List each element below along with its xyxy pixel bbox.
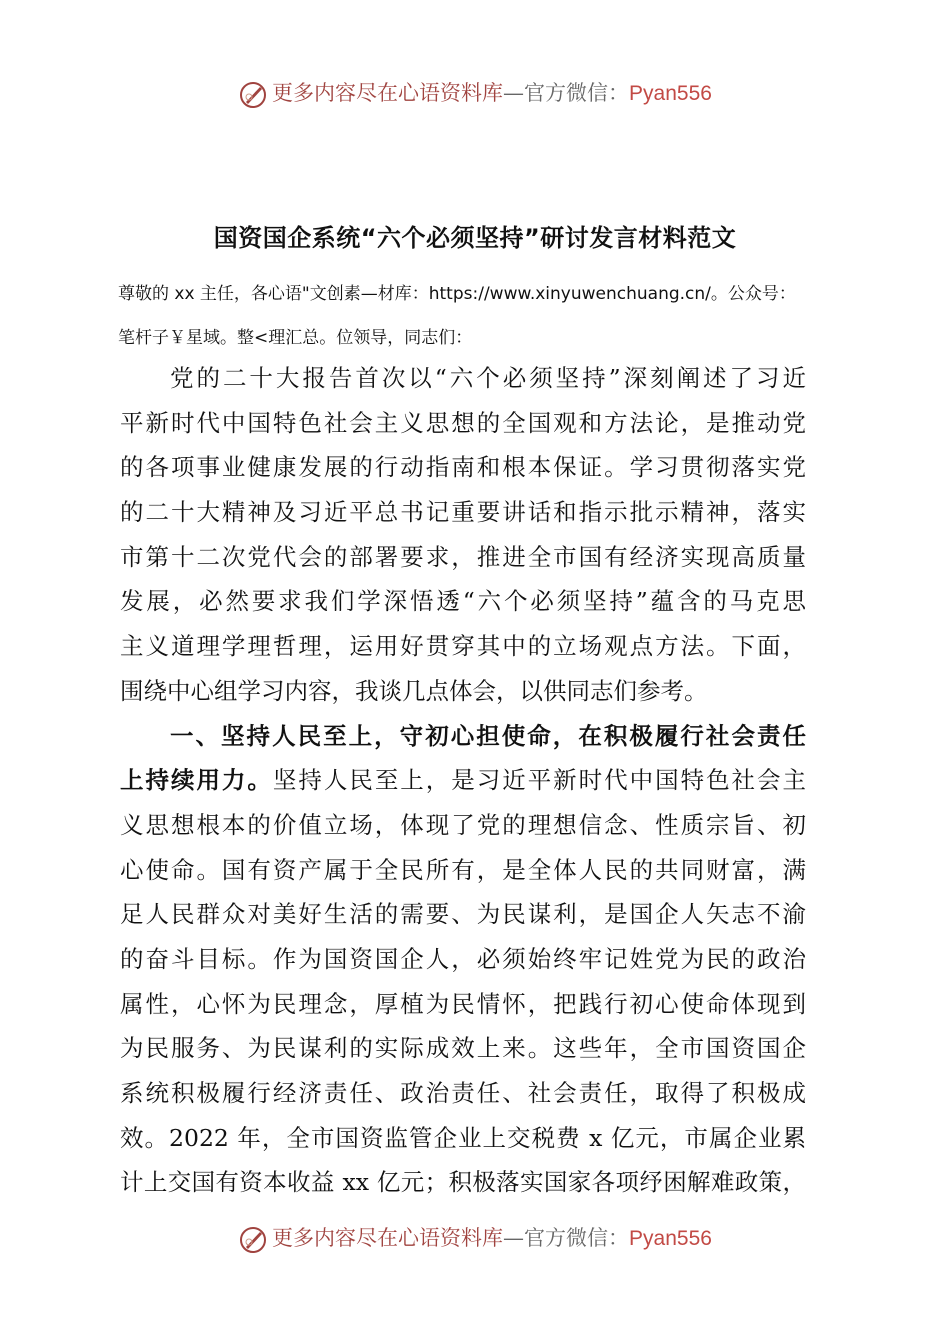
section-line: 为民服务、为民谋利的实际成效上来。这些年，全市国资国企 <box>120 1034 806 1063</box>
section-line: 效。2022 年，全市国资监管企业上交税费 x 亿元，市属企业累 <box>120 1123 806 1152</box>
banner-wechat-id: Pyan556 <box>629 1227 712 1250</box>
intro-line: 的二十大精神及习近平总书记重要讲话和指示批示精神，落实 <box>120 498 806 527</box>
pen-logo-icon <box>238 1225 268 1255</box>
section-line: 的奋斗目标。作为国资国企人，必须始终牢记姓党为民的政治 <box>120 944 806 973</box>
document-title: 国资国企系统“六个必须坚持”研讨发言材料范文 <box>213 224 737 252</box>
pen-logo-icon <box>238 80 268 110</box>
intro-line: 党的二十大报告首次以“六个必须坚持”深刻阐述了习近 <box>170 364 806 392</box>
section-heading-text: 一、坚持人民至上，守初心担使命，在积极履行社会责任 <box>170 721 806 750</box>
banner-text: 更多内容尽在心语资料库 <box>272 81 504 105</box>
intro-line: 发展，必然要求我们学深悟透“六个必须坚持”蕴含的马克思 <box>120 587 806 616</box>
section-line: 足人民群众对美好生活的需要、为民谋利，是国企人矢志不渝 <box>120 900 806 929</box>
section-heading <box>120 714 806 759</box>
intro-line: 围绕中心组学习内容，我谈几点体会，以供同志们参考。 <box>120 676 708 705</box>
intro-line: 平新时代中国特色社会主义思想的全国观和方法论，是推动党 <box>120 408 806 437</box>
banner-separator: —官方微信： <box>503 1226 630 1250</box>
banner-wechat-id: Pyan556 <box>629 82 712 105</box>
section-heading-end: 上持续用力。 <box>120 766 273 795</box>
intro-line: 市第十二次党代会的部署要求，推进全市国有经济实现高质量 <box>120 542 806 571</box>
section-line: 属性，心怀为民理念，厚植为民情怀，把践行初心使命体现到 <box>120 989 806 1018</box>
banner-separator: —官方微信： <box>503 81 630 105</box>
footer-watermark-banner <box>0 1223 950 1253</box>
section-line: 义思想根本的价值立场，体现了党的理想信念、性质宗旨、初 <box>120 810 806 839</box>
greeting-line: 笔杆子￥星域。整<理汇总。位领导，同志们： <box>118 328 473 348</box>
section-line: 系统积极履行经济责任、政治责任、社会责任，取得了积极成 <box>120 1079 806 1107</box>
section-line: 心使命。国有资产属于全民所有，是全体人民的共同财富，满 <box>120 855 806 884</box>
intro-line: 主义道理学理哲理，运用好贯穿其中的立场观点方法。下面， <box>120 632 806 661</box>
section-text: 坚持人民至上，是习近平新时代中国特色社会主 <box>272 766 807 795</box>
section-line <box>120 758 806 803</box>
intro-line: 的各项事业健康发展的行动指南和根本保证。学习贯彻落实党 <box>120 453 806 482</box>
header-watermark-banner <box>0 78 950 108</box>
greeting-line: 尊敬的 xx 主任，各心语"文创素—材库：https://www.xinyuwenchuang.cn/。公众号： <box>118 284 796 304</box>
document-body <box>120 356 806 1205</box>
section-line: 计上交国有资本收益 xx 亿元；积极落实国家各项纾困解难政策， <box>120 1168 806 1197</box>
banner-text: 更多内容尽在心语资料库 <box>272 1226 504 1250</box>
